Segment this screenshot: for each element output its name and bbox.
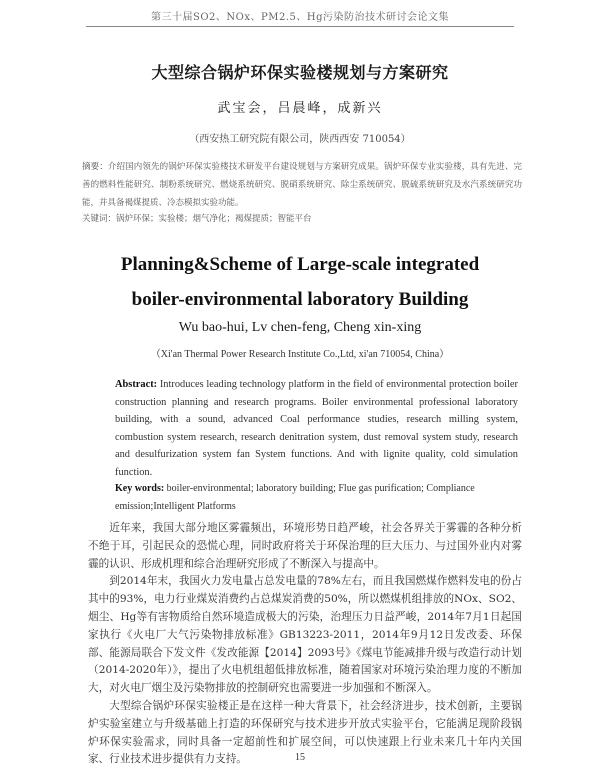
english-abstract-text: Introduces leading technology platform in the field of environmental protection boiler construction planning and research programs. Boiler environmental professional laboratory building, with a sound, advanced Coal performance studies, research milling system, combustion system research, research denitration system, dust removal system study, research and desulfurization system fan System functions. And with lignite quality, cold simulation function. [115, 379, 518, 478]
english-abstract-label: Abstract: [115, 379, 158, 390]
english-abstract [115, 376, 518, 481]
chinese-abstract [82, 158, 522, 212]
running-header: 第三十届SO2、NOx、PM2.5、Hg污染防治技术研讨会论文集 [151, 12, 449, 23]
body-paragraph: 大型综合锅炉环保实验楼正是在这样一种大背景下，社会经济进步，技术创新，主要锅炉实验室建立与升级基础上打造的环保研究与技术进步开放式实验平台，它能满足现阶段锅炉环保实验需求，同时具备一定超前性和扩展空间，可以快速跟上行业未来几十年内关国家、行业技术进步提供有力支持。 [88, 699, 522, 766]
english-title-line2: boiler-environmental laboratory Building [131, 289, 469, 310]
english-authors: Wu bao-hui, Lv chen-feng, Cheng xin-xing [178, 320, 422, 335]
chinese-keywords [82, 212, 522, 224]
page-number: 15 [295, 752, 305, 763]
chinese-abstract-text: 介绍国内领先的锅炉环保实验楼技术研发平台建设规划与方案研究成果。锅炉环保专业实验楼，具有先进、完善的燃料性能研究、制粉系统研究、燃烧系统研究、脱硝系统研究、除尘系统研究、脱硫系统研究及水汽系统研究功能，并具备褐煤提质、冷态模拟实验功能。 [82, 162, 522, 208]
english-affiliation: （Xi'an Thermal Power Research Institute Co.,Ltd, xi'an 710054, China） [150, 349, 450, 360]
english-keywords-label: Key words: [115, 483, 165, 494]
body-text [88, 520, 522, 769]
chinese-authors: 武宝会，吕晨峰，成新兴 [217, 101, 383, 116]
chinese-affiliation: （西安热工研究院有限公司，陕西西安 710054） [189, 134, 411, 145]
english-keywords [115, 480, 518, 516]
english-title-line1: Planning&Scheme of Large-scale integrated [120, 254, 480, 275]
english-keywords-text: boiler-environmental; laboratory building; Flue gas purification; Compliance emission;Intelligent Platforms [115, 483, 475, 512]
body-paragraph: 到2014年末，我国火力发电量占总发电量的78%左右，而且我国燃煤作燃料发电的份占其中的93%，电力行业煤炭消费约占总煤炭消费的50%，所以燃煤机组排放的NOx、SO2、烟尘、Hg等有害物质给自然环境造成极大的污染，治理压力日益严峻，2014年7月1日起国家执行《火电厂大气污染物排放标准》GB13223-2011，2014年9月12日发改委、环保部、能源局联合下发文件《发改能源【2014】2093号》《煤电节能减排升级与改造行动计划（2014-2020年）》，提出了火电机组超低排放标准，随着国家对环境污染治理力度的不断加大，对火电厂烟尘及污染物排放的控制研究也需要进一步加强和不断深入。 [88, 575, 522, 695]
chinese-abstract-label: 摘要： [82, 162, 108, 172]
chinese-title: 大型综合锅炉环保实验楼规划与方案研究 [151, 63, 449, 82]
body-paragraph: 近年来，我国大部分地区雾霾频出，环境形势日趋严峻，社会各界关于雾霾的各种分析不绝于耳，引起民众的恐慌心理，同时政府将关于环保治理的巨大压力、与过国外业内对雾霾的认识、形成机理和综合治理研究形成了不断深入与提高中。 [88, 522, 522, 570]
header-rule [86, 26, 514, 27]
chinese-keywords-label: 关键词： [82, 214, 117, 224]
chinese-keywords-text: 锅炉环保；实验楼；烟气净化；褐煤提质；智能平台 [116, 214, 312, 224]
